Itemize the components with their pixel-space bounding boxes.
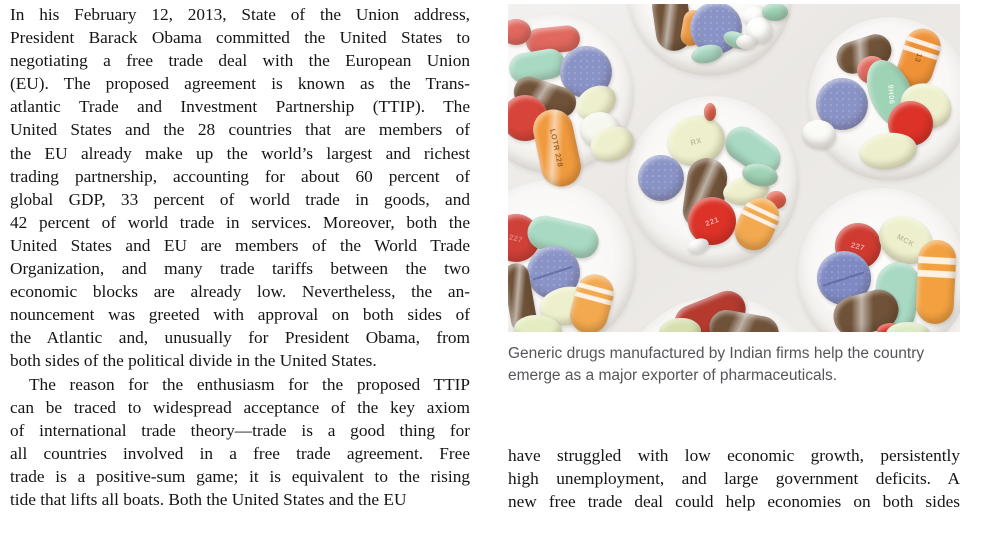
pill-imprint: 13 (913, 52, 925, 64)
text-line: trade is a positive-sum game; it is equivalent to the rising (10, 466, 470, 486)
caption-line: Generic drugs manufactured by Indian firms help the country (508, 345, 925, 362)
pills-photo (508, 4, 960, 332)
text-line: can be traced to widespread acceptance of the key axiom (10, 397, 470, 417)
text-line: all countries involved in a free trade agreement. Free (10, 443, 470, 463)
text-line: The reason for the enthusiasm for the proposed TTIP (29, 374, 470, 394)
left-column-text (10, 3, 470, 511)
pill (638, 155, 684, 201)
text-line: new free trade deal could help economies on both sides (508, 492, 960, 512)
text-line: nouncement was greeted with approval on both sides of (10, 305, 470, 325)
text-line: have struggled with low economic growth, persistently (508, 446, 960, 465)
pill-imprint: 90H6 (885, 83, 897, 105)
photo-caption (508, 343, 970, 386)
pill-imprint: 227 (850, 239, 866, 253)
pill (704, 103, 716, 121)
text-line: both sides of the political divide in the United States. (10, 351, 377, 371)
text-line: United States and EU are members of the World Trade (10, 235, 470, 255)
pill-imprint: MCK (895, 231, 917, 249)
text-line: global GDP, 33 percent of world trade in goods, and (10, 189, 470, 209)
pill (688, 197, 736, 245)
text-line: In his February 12, 2013, State of the Union address, (10, 5, 470, 24)
text-line: negotiating a free trade deal with the European Union (10, 51, 470, 71)
pill-imprint: LOTR 228 (548, 127, 566, 169)
caption-line: emerge as a major exporter of pharmaceuticals. (508, 366, 838, 384)
text-line: President Barack Obama committed the United States to (10, 28, 470, 48)
pill (736, 35, 756, 49)
pill (915, 239, 957, 325)
pill-imprint: 227 (508, 231, 524, 245)
text-line: tide that lifts all boats. Both the United States and the EU (10, 489, 407, 509)
pill-imprint: 221 (703, 214, 721, 228)
text-line: United States and the 28 countries that are members of (10, 120, 470, 140)
text-line: atlantic Trade and Investment Partnership (TTIP). The (10, 97, 470, 117)
pill-score-line (533, 265, 574, 280)
text-line: economic blocks are already low. Nevertheless, the an- (10, 282, 470, 302)
text-line: the Atlantic and, unusually for President Obama, from (10, 328, 470, 348)
right-column-text (508, 444, 960, 513)
text-line: (EU). The proposed agreement is known as the Trans- (10, 74, 470, 94)
text-line: high unemployment, and large government deficits. A (508, 469, 960, 489)
text-line: 42 percent of world trade in services. Moreover, both the (10, 212, 470, 232)
pill-imprint: RX (689, 135, 703, 147)
text-line: trading partnership, accounting for about 60 percent of (10, 166, 470, 186)
text-line: the EU already make up the world’s largest and richest (10, 143, 470, 163)
text-line: Organization, and many trade tariffs between the two (10, 259, 470, 279)
pill-score-line (823, 271, 865, 286)
text-line: of international trade theory—trade is a good thing for (10, 420, 470, 440)
